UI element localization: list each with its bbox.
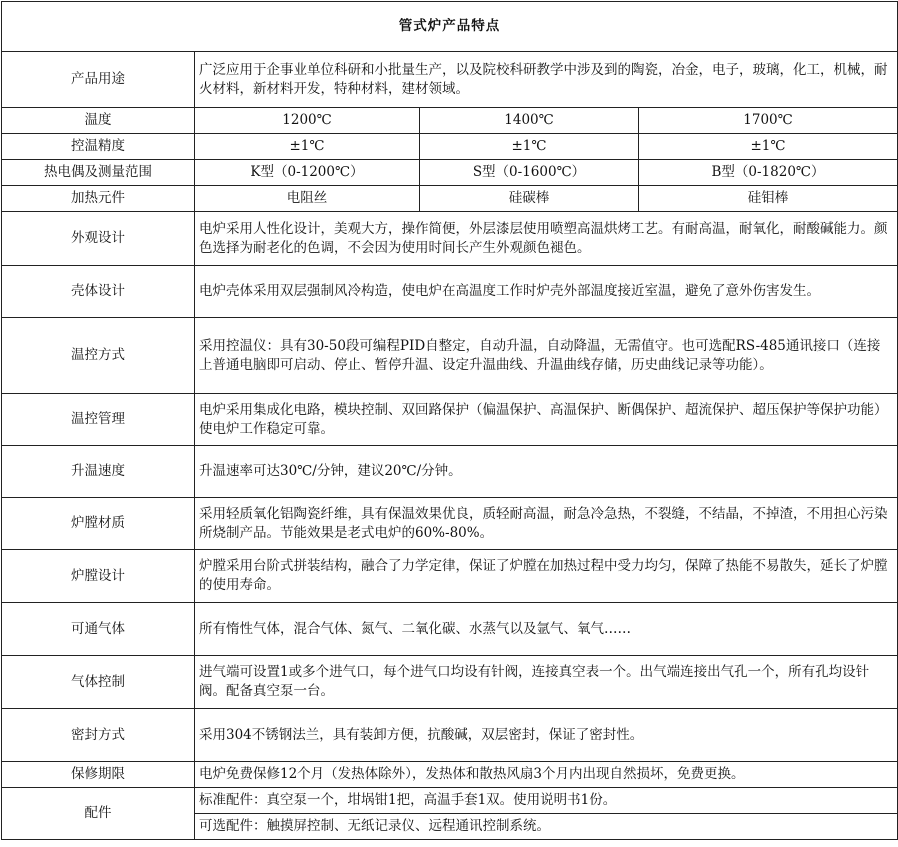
row-warranty xyxy=(2,762,898,788)
row-text: 电炉采用人性化设计，美观大方，操作简便，外层漆层使用喷塑高温烘烤工艺。有耐高温，耐氧化，耐酸碱能力。颜色选择为耐老化的色调，不会因为使用时间长产生外观颜色褪色。 xyxy=(195,212,898,266)
row-label: 加热元件 xyxy=(2,186,195,212)
row-text: 电炉免费保修12个月（发热体除外），发热体和散热风扇3个月内出现自然损坏，免费更换。 xyxy=(195,762,898,788)
row-label: 配件 xyxy=(2,788,195,840)
row-appearance xyxy=(2,212,898,266)
row-gas-control xyxy=(2,656,898,709)
row-label: 产品用途 xyxy=(2,52,195,108)
row-text: 广泛应用于企事业单位科研和小批量生产，以及院校科研教学中涉及到的陶瓷，冶金，电子，玻璃，化工，机械，耐火材料，新材料开发，特种材料，建材领域。 xyxy=(195,52,898,108)
row-usage xyxy=(2,52,898,108)
row-text: 采用控温仪：具有30-50段可编程PID自整定，自动升温，自动降温，无需值守。也可选配RS-485通讯接口（连接上普通电脑即可启动、停止、暂停升温、设定升温曲线、升温曲线存储，历史曲线记录等功能）。 xyxy=(195,318,898,394)
row-label: 控温精度 xyxy=(2,134,195,160)
row-text: 采用轻质氧化铝陶瓷纤维，具有保温效果优良，质轻耐高温，耐急冷急热，不裂缝，不结晶，不掉渣，不用担心污染所烧制产品。节能效果是老式电炉的60%-80%。 xyxy=(195,498,898,550)
precision-value: ±1℃ xyxy=(420,134,639,160)
row-label: 密封方式 xyxy=(2,709,195,762)
row-gases xyxy=(2,603,898,656)
row-text: 电炉壳体采用双层强制风冷构造，使电炉在高温度工作时炉壳外部温度接近室温，避免了意外伤害发生。 xyxy=(195,266,898,318)
row-sealing xyxy=(2,709,898,762)
row-label: 温度 xyxy=(2,108,195,134)
row-text: 采用304不锈钢法兰，具有装卸方便，抗酸碱，双层密封，保证了密封性。 xyxy=(195,709,898,762)
row-chamber-material xyxy=(2,498,898,550)
row-label: 气体控制 xyxy=(2,656,195,709)
row-label: 温控管理 xyxy=(2,394,195,446)
row-label: 壳体设计 xyxy=(2,266,195,318)
row-control-management xyxy=(2,394,898,446)
table-title: 管式炉产品特点 xyxy=(2,2,898,52)
row-text: 电炉采用集成化电路，模块控制、双回路保护（偏温保护、高温保护、断偶保护、超流保护、超压保护等保护功能）使电炉工作稳定可靠。 xyxy=(195,394,898,446)
row-text: 进气端可设置1或多个进气口，每个进气口均设有针阀，连接真空表一个。出气端连接出气孔一个，所有孔均设针阀。配备真空泵一台。 xyxy=(195,656,898,709)
row-chamber-design xyxy=(2,550,898,603)
heating-element-value: 硅钼棒 xyxy=(639,186,898,212)
row-label: 可通气体 xyxy=(2,603,195,656)
row-text: 所有惰性气体，混合气体、氮气、二氧化碳、水蒸气以及氩气、氧气…… xyxy=(195,603,898,656)
row-precision xyxy=(2,134,898,160)
row-text: 炉膛采用台阶式拼装结构，融合了力学定律，保证了炉膛在加热过程中受力均匀，保障了热能不易散失，延长了炉膛的使用寿命。 xyxy=(195,550,898,603)
thermocouple-value: B型（0-1820℃） xyxy=(639,160,898,186)
precision-value: ±1℃ xyxy=(639,134,898,160)
row-label: 热电偶及测量范围 xyxy=(2,160,195,186)
row-label: 升温速度 xyxy=(2,446,195,498)
row-shell xyxy=(2,266,898,318)
row-label: 温控方式 xyxy=(2,318,195,394)
heating-element-value: 电阻丝 xyxy=(195,186,420,212)
row-heating-rate xyxy=(2,446,898,498)
row-thermocouple xyxy=(2,160,898,186)
thermocouple-value: S型（0-1600℃） xyxy=(420,160,639,186)
product-features-table xyxy=(1,1,898,840)
temperature-value: 1400℃ xyxy=(420,108,639,134)
row-text: 升温速率可达30℃/分钟，建议20℃/分钟。 xyxy=(195,446,898,498)
title-row xyxy=(2,2,898,52)
row-control-method xyxy=(2,318,898,394)
temperature-value: 1200℃ xyxy=(195,108,420,134)
row-accessories xyxy=(2,788,898,814)
row-temperature xyxy=(2,108,898,134)
standard-accessories: 标准配件：真空泵一个，坩埚钳1把，高温手套1双。使用说明书1份。 xyxy=(195,788,898,814)
heating-element-value: 硅碳棒 xyxy=(420,186,639,212)
temperature-value: 1700℃ xyxy=(639,108,898,134)
thermocouple-value: K型（0-1200℃） xyxy=(195,160,420,186)
row-label: 炉膛材质 xyxy=(2,498,195,550)
row-label: 炉膛设计 xyxy=(2,550,195,603)
row-heating-element xyxy=(2,186,898,212)
row-label: 外观设计 xyxy=(2,212,195,266)
precision-value: ±1℃ xyxy=(195,134,420,160)
row-label: 保修期限 xyxy=(2,762,195,788)
optional-accessories: 可选配件：触摸屏控制、无纸记录仪、远程通讯控制系统。 xyxy=(195,814,898,840)
